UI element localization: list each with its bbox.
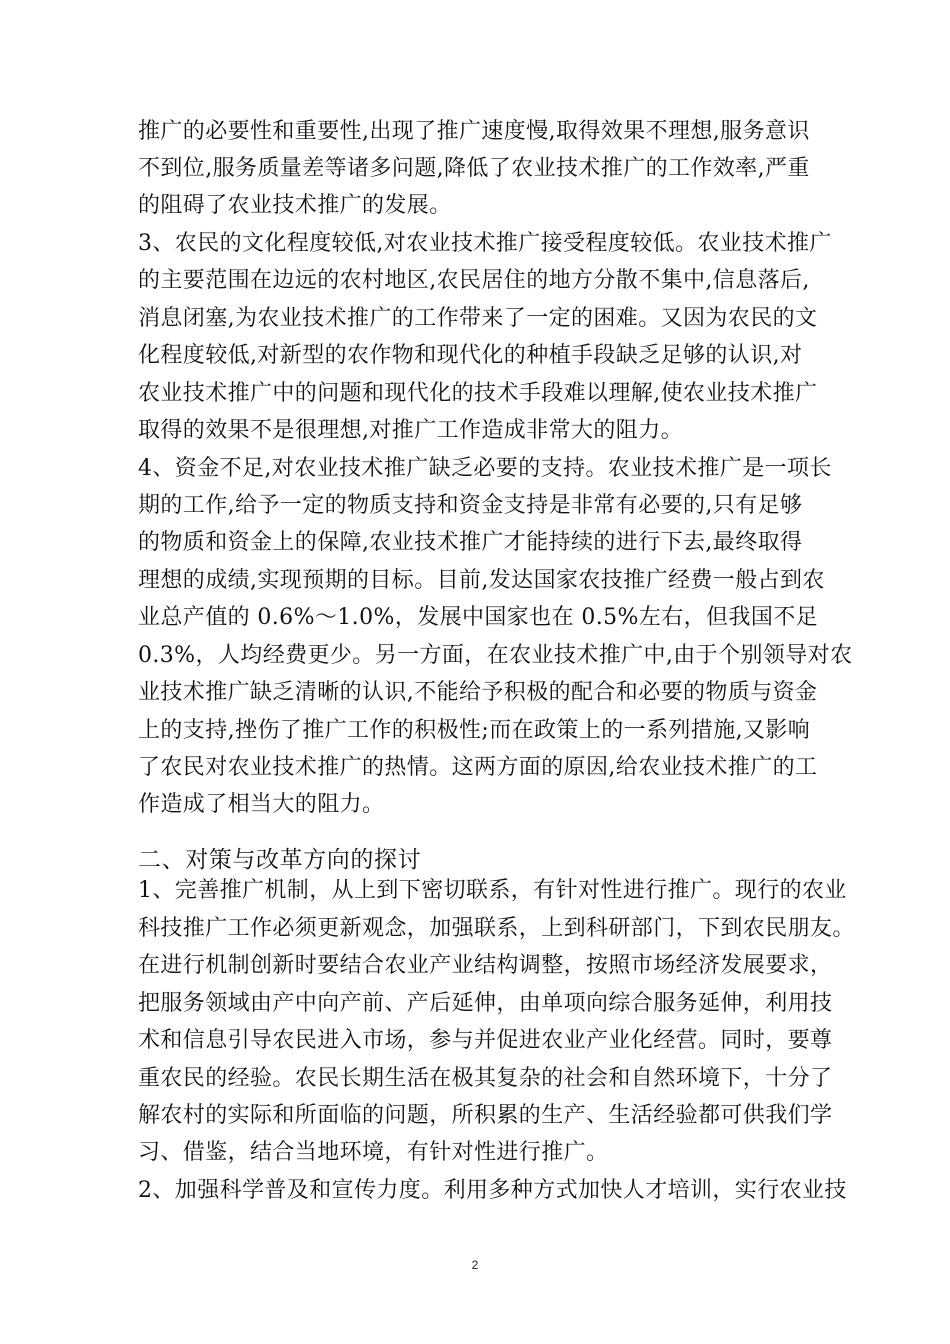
body-text-line: 3、农民的文化程度较低,对农业技术推广接受程度较低。农业技术推广 (138, 231, 832, 256)
body-text-line: 在进行机制创新时要结合农业产业结构调整，按照市场经济发展要求， (138, 953, 833, 978)
body-text-line: 重农民的经验。农民长期生活在极其复杂的社会和自然环境下，十分了 (138, 1066, 833, 1091)
body-text-line: 术和信息引导农民进入市场，参与并促进农业产业化经营。同时，要尊 (138, 1028, 833, 1053)
body-text-line: 习、借鉴，结合当地环境，有针对性进行推广。 (138, 1140, 609, 1165)
body-text-line: 不到位,服务质量差等诸多问题,降低了农业技术推广的工作效率,严重 (138, 156, 810, 181)
body-text-line: 消息闭塞,为农业技术推广的工作带来了一定的困难。又因为农民的文 (138, 306, 818, 331)
body-text-line: 把服务领域由产中向产前、产后延伸，由单项向综合服务延伸，利用技 (138, 991, 833, 1016)
body-text-line: 作造成了相当大的阻力。 (138, 792, 385, 817)
body-text-line: 上的支持,挫伤了推广工作的积极性;而在政策上的一系列措施,又影响 (138, 718, 811, 743)
body-text-line: 2、加强科学普及和宣传力度。利用多种方式加快人才培训，实行农业技 (138, 1178, 847, 1203)
body-text-line: 解农村的实际和所面临的问题，所积累的生产、生活经验都可供我们学 (138, 1103, 833, 1128)
body-text-line: 取得的效果不是很理想,对推广工作造成非常大的阻力。 (138, 418, 683, 443)
body-text-line: 农业技术推广中的问题和现代化的技术手段难以理解,使农业技术推广 (138, 381, 818, 406)
section-heading: 二、对策与改革方向的探讨 (138, 847, 422, 873)
body-text-line: 4、资金不足,对农业技术推广缺乏必要的支持。农业技术推广是一项长 (138, 456, 832, 481)
body-text-line: 0.3%，人均经费更少。另一方面，在农业技术推广中,由于个别领导对农 (138, 643, 853, 668)
body-text-line: 的物质和资金上的保障,农业技术推广才能持续的进行下去,最终取得 (138, 530, 803, 555)
body-text-line: 化程度较低,对新型的农作物和现代化的种植手段缺乏足够的认识,对 (138, 343, 803, 368)
body-text-line: 的主要范围在边远的农村地区,农民居住的地方分散不集中,信息落后, (138, 268, 810, 293)
body-text-line: 理想的成绩,实现预期的目标。目前,发达国家农技推广经费一般占到农 (138, 568, 825, 593)
body-text-line: 业技术推广缺乏清晰的认识,不能给予积极的配合和必要的物质与资金 (138, 680, 818, 705)
body-text-line: 推广的必要性和重要性,出现了推广速度慢,取得效果不理想,服务意识 (138, 119, 810, 144)
body-text-line: 1、完善推广机制，从上到下密切联系，有针对性进行推广。现行的农业 (138, 878, 847, 903)
body-text-line: 科技推广工作必须更新观念，加强联系，上到科研部门，下到农民朋友。 (138, 916, 855, 941)
body-text-line: 的阻碍了农业技术推广的发展。 (138, 193, 452, 218)
page-number: 2 (471, 1258, 479, 1272)
body-text-line: 期的工作,给予一定的物质支持和资金支持是非常有必要的,只有足够 (138, 493, 803, 518)
body-text-line: 了农民对农业技术推广的热情。这两方面的原因,给农业技术推广的工 (138, 755, 818, 780)
body-text-line: 业总产值的 0.6%～1.0%，发展中国家也在 0.5%左右，但我国不足 (138, 605, 819, 630)
